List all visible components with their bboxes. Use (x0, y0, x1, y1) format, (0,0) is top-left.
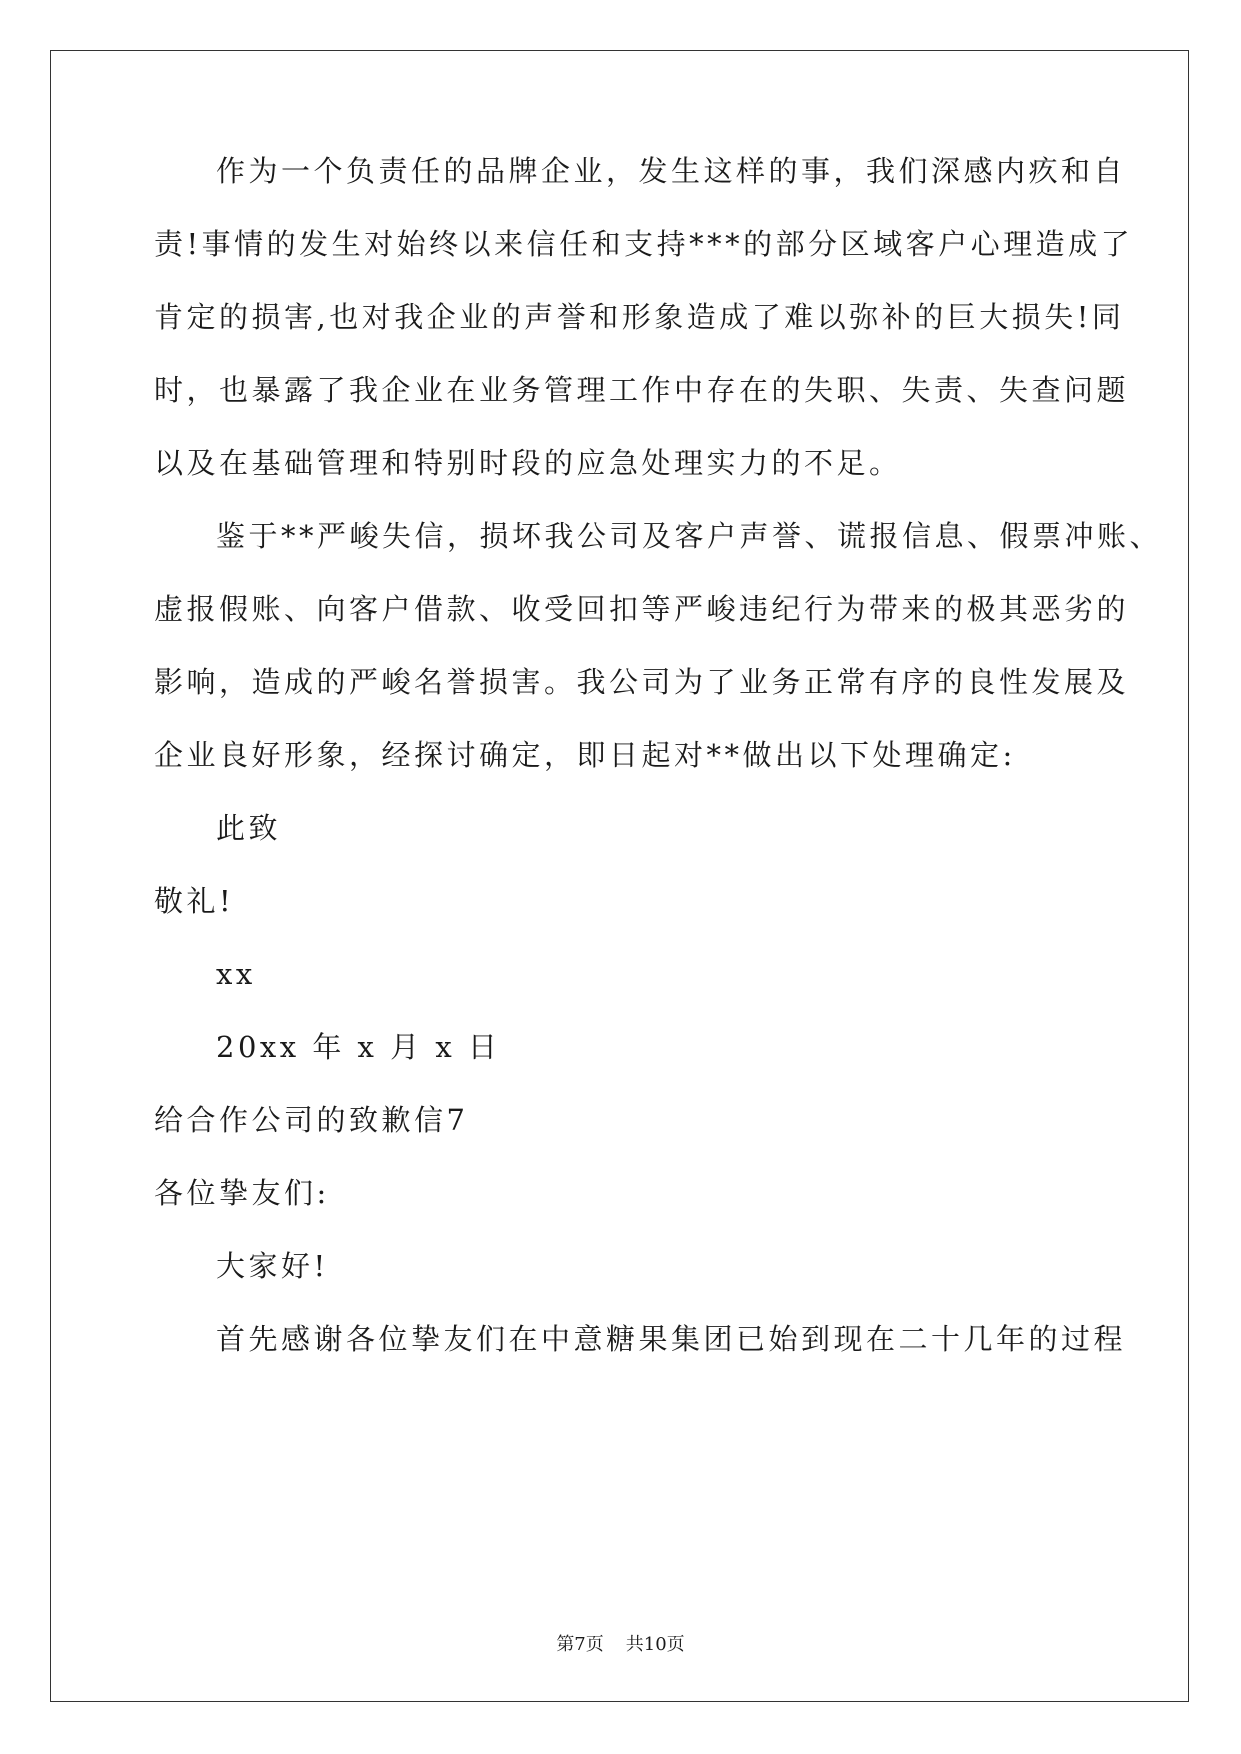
signature: xx (216, 957, 256, 991)
section-heading: 给合作公司的致歉信7 (154, 1103, 469, 1137)
paragraph-2-line-2: 虚报假账、向客户借款、收受回扣等严峻违纪行为带来的极其恶劣的 (154, 592, 1130, 626)
closing-regards: 敬礼! (154, 884, 235, 918)
date-line: 20xx 年 x 月 x 日 (216, 1030, 501, 1064)
paragraph-2-line-4: 企业良好形象，经探讨确定，即日起对**做出以下处理确定: (154, 738, 1016, 772)
closing-salutation: 此致 (216, 811, 282, 845)
paragraph-2-line-3: 影响，造成的严峻名誉损害。我公司为了业务正常有序的良性发展及 (154, 665, 1130, 699)
paragraph-1-line-4: 时，也暴露了我企业在业务管理工作中存在的失职、失责、失查问题 (154, 373, 1130, 407)
paragraph-1-line-3: 肯定的损害,也对我企业的声誉和形象造成了难以弥补的巨大损失!同 (154, 300, 1125, 334)
paragraph-1-line-2: 责!事情的发生对始终以来信任和支持***的部分区域客户心理造成了 (154, 227, 1134, 261)
paragraph-1-line-5: 以及在基础管理和特别时段的应急处理实力的不足。 (154, 446, 902, 480)
body-first-line: 首先感谢各位挚友们在中意糖果集团已始到现在二十几年的过程 (216, 1322, 1127, 1356)
hello-line: 大家好! (216, 1249, 329, 1283)
total-pages: 共10页 (625, 1634, 685, 1655)
paragraph-2-line-1: 鉴于**严峻失信，损坏我公司及客户声誉、谎报信息、假票冲账、 (216, 519, 1163, 553)
current-page-number: 第7页 (556, 1634, 604, 1655)
greeting: 各位挚友们: (154, 1176, 330, 1210)
page-footer (0, 1633, 1241, 1657)
paragraph-1-line-1: 作为一个负责任的品牌企业，发生这样的事，我们深感内疚和自 (216, 154, 1127, 188)
